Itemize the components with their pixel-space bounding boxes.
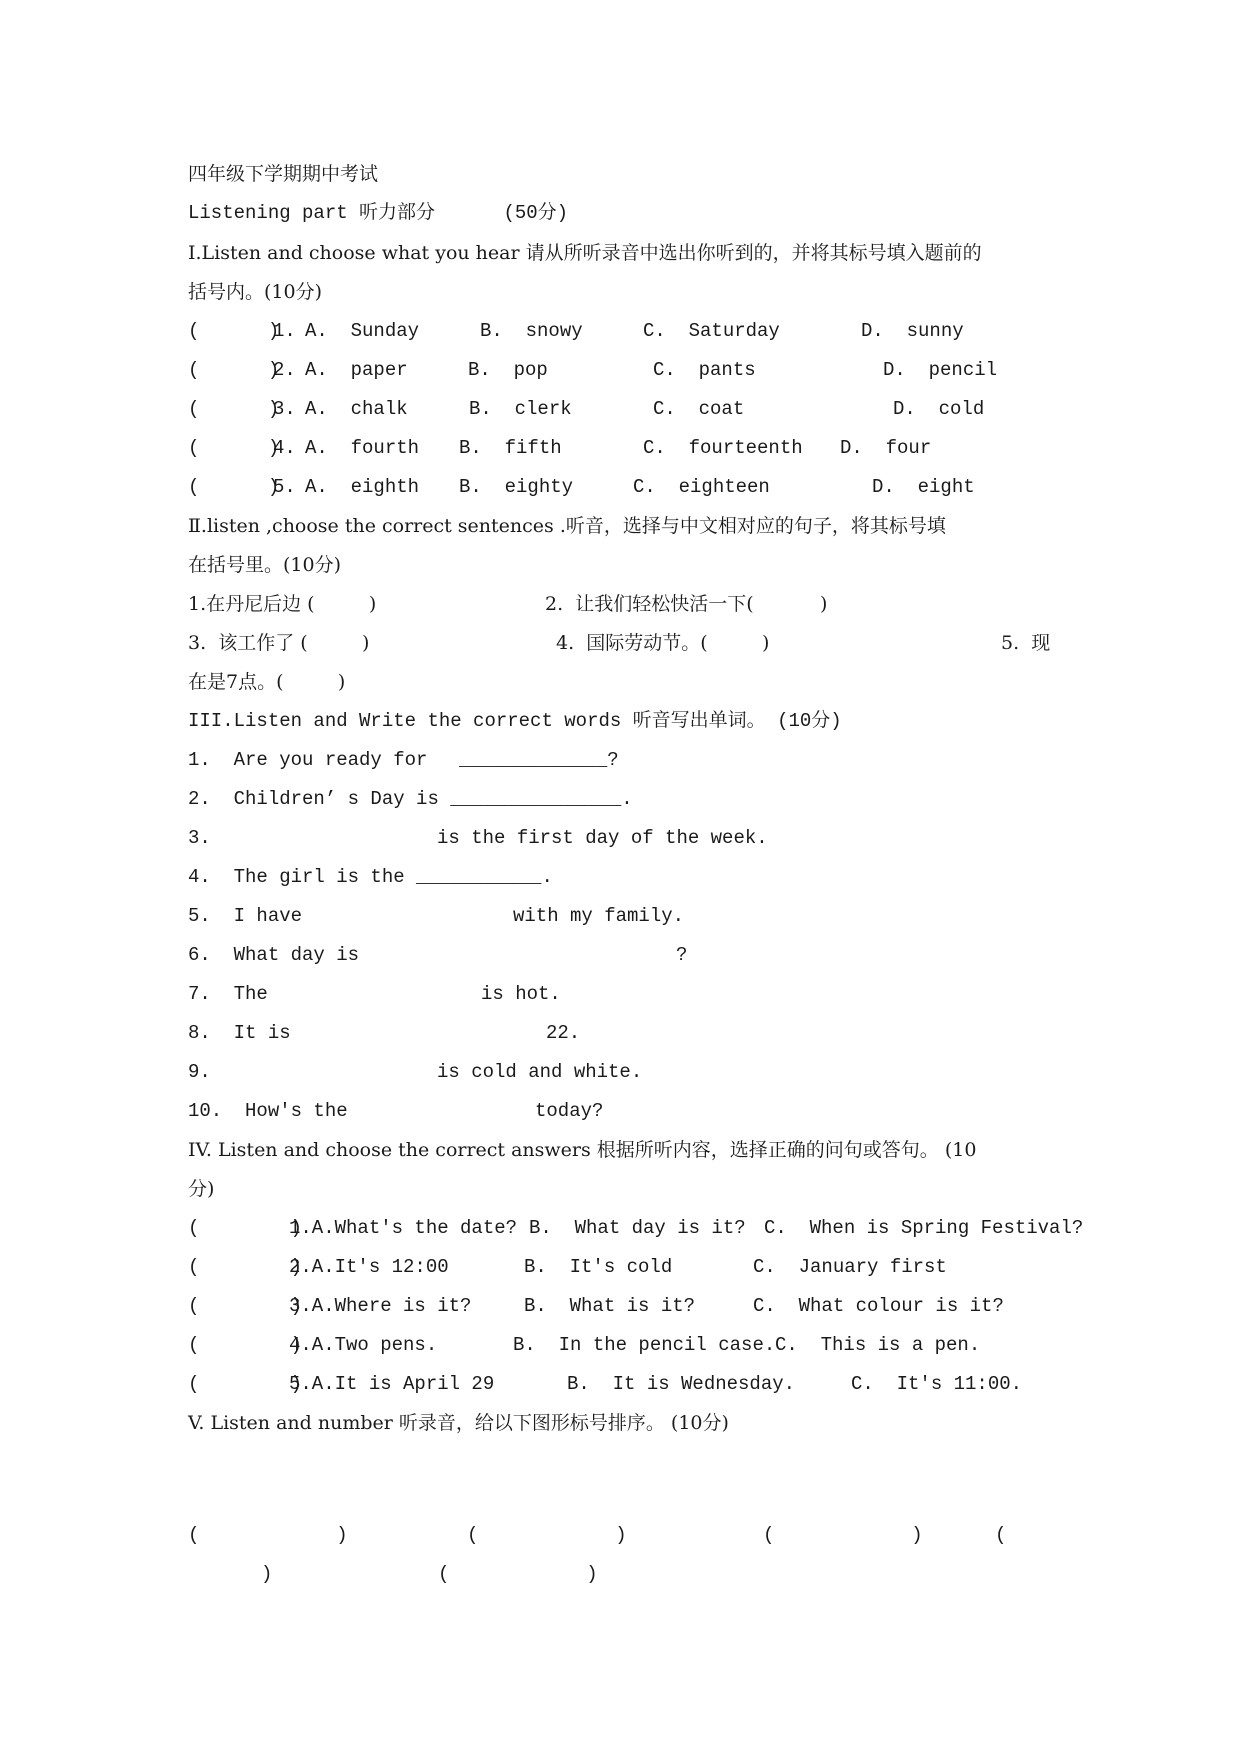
option-a: 4.A.Two pens. — [289, 1334, 438, 1356]
answer-paren[interactable]: ( ) — [188, 1334, 303, 1356]
order-blank-open[interactable]: ( — [995, 1524, 1007, 1546]
option-b: B. In the pencil case. — [513, 1334, 776, 1356]
answer-paren[interactable]: ( ) — [188, 320, 280, 342]
listening-part-heading: Listening part 听力部分 (50分) — [188, 202, 569, 224]
fill-blank-sentence-tail: today? — [535, 1100, 604, 1122]
section-4-heading: IV. Listen and choose the correct answers 根据所听内容，选择正确的问句或答句。 (10 — [188, 1139, 977, 1161]
option-a: 1.A.What's the date? — [289, 1217, 518, 1239]
fill-blank-sentence: 10. How's the — [188, 1100, 348, 1122]
option-c: C. Saturday — [643, 320, 780, 342]
answer-paren[interactable]: ( ) — [188, 437, 280, 459]
option-c: C. eighteen — [633, 476, 770, 498]
option-a: 5.A.It is April 29 — [289, 1373, 495, 1395]
option-c: C. coat — [653, 398, 745, 420]
section-3-heading: III.Listen and Write the correct words 听音写出单词。 (10分) — [188, 710, 842, 732]
option-a: A. Sunday — [305, 320, 420, 342]
fill-blank-sentence[interactable]: 2. Children’ s Day is _______________. — [188, 788, 633, 810]
answer-paren[interactable]: ( ) — [188, 1256, 303, 1278]
s2-question-2[interactable]: 2. 让我们轻松快活一下( ) — [545, 593, 828, 615]
option-a: 3.A.Where is it? — [289, 1295, 472, 1317]
option-b: B. snowy — [480, 320, 583, 342]
fill-blank-sentence: 7. The — [188, 983, 268, 1005]
answer-paren[interactable]: ( ) — [188, 1217, 303, 1239]
fill-blank-sentence[interactable]: 4. The girl is the ___________. — [188, 866, 553, 888]
option-b: B. fifth — [459, 437, 562, 459]
option-d: D. four — [840, 437, 932, 459]
option-b: B. It's cold — [524, 1256, 673, 1278]
question-number: 5. — [273, 476, 296, 498]
s2-question-5-cont[interactable]: 在是7点。( ) — [188, 671, 346, 693]
option-b: B. What is it? — [524, 1295, 696, 1317]
order-blank[interactable]: ( ) — [438, 1563, 598, 1585]
fill-blank-sentence: 9. — [188, 1061, 211, 1083]
answer-paren[interactable]: ( ) — [188, 1295, 303, 1317]
order-blank-close[interactable]: ) — [261, 1563, 273, 1585]
fill-blank-sentence: 8. It is — [188, 1022, 291, 1044]
option-b: B. pop — [468, 359, 548, 381]
option-b: B. eighty — [459, 476, 574, 498]
fill-blank-sentence: 6. What day is — [188, 944, 360, 966]
section-5-heading: V. Listen and number 听录音，给以下图形标号排序。 (10分) — [188, 1412, 729, 1434]
question-number: 1. — [273, 320, 296, 342]
section-2-heading: Ⅱ.listen ,choose the correct sentences .听音，选择与中文相对应的句子，将其标号填 — [188, 515, 946, 537]
option-b: B. clerk — [469, 398, 572, 420]
option-a: A. fourth — [305, 437, 420, 459]
option-c: C. When is Spring Festival? — [764, 1217, 1084, 1239]
fill-blank-sentence-tail: with my family. — [513, 905, 685, 927]
s2-question-3[interactable]: 3. 该工作了 ( ) — [188, 632, 370, 654]
answer-paren[interactable]: ( ) — [188, 1373, 303, 1395]
fill-blank[interactable]: _____________? — [459, 749, 619, 771]
option-c: C. pants — [653, 359, 756, 381]
fill-blank-sentence-tail: is the first day of the week. — [437, 827, 768, 849]
option-c: C. This is a pen. — [775, 1334, 981, 1356]
fill-blank-sentence: 1. Are you ready for — [188, 749, 428, 771]
option-c: C. fourteenth — [643, 437, 803, 459]
option-d: D. cold — [893, 398, 985, 420]
option-d: D. sunny — [861, 320, 964, 342]
option-a: A. paper — [305, 359, 408, 381]
order-blank[interactable]: ( ) — [467, 1524, 627, 1546]
order-blank[interactable]: ( ) — [763, 1524, 923, 1546]
option-c: C. What colour is it? — [753, 1295, 1004, 1317]
section-1-heading: Ⅰ.Listen and choose what you hear 请从所听录音中选出你听到的，并将其标号填入题前的 — [188, 242, 982, 264]
exam-title: 四年级下学期期中考试 — [188, 163, 379, 185]
s2-question-1[interactable]: 1.在丹尼后边 ( ) — [188, 593, 377, 615]
section-4-heading-cont: 分) — [188, 1178, 215, 1200]
option-b: B. It is Wednesday. — [567, 1373, 796, 1395]
answer-paren[interactable]: ( ) — [188, 476, 280, 498]
option-a: 2.A.It's 12:00 — [289, 1256, 449, 1278]
option-a: A. chalk — [305, 398, 408, 420]
question-number: 3. — [273, 398, 296, 420]
fill-blank-sentence: 5. I have — [188, 905, 303, 927]
option-d: D. eight — [872, 476, 975, 498]
section-1-heading-cont: 括号内。(10分) — [188, 281, 323, 303]
option-b: B. What day is it? — [529, 1217, 746, 1239]
option-c: C. January first — [753, 1256, 947, 1278]
fill-blank-sentence-tail: is hot. — [481, 983, 561, 1005]
fill-blank-sentence-tail: 22. — [546, 1022, 581, 1044]
s2-question-4[interactable]: 4. 国际劳动节。( ) — [556, 632, 770, 654]
question-number: 2. — [273, 359, 296, 381]
option-d: D. pencil — [883, 359, 998, 381]
s2-question-5[interactable]: 5. 现 — [1001, 632, 1051, 654]
option-c: C. It's 11:00. — [851, 1373, 1023, 1395]
answer-paren[interactable]: ( ) — [188, 359, 280, 381]
answer-paren[interactable]: ( ) — [188, 398, 280, 420]
section-2-heading-cont: 在括号里。(10分) — [188, 554, 342, 576]
question-number: 4. — [273, 437, 296, 459]
option-a: A. eighth — [305, 476, 420, 498]
fill-blank-sentence: 3. — [188, 827, 211, 849]
fill-blank-sentence-tail: is cold and white. — [437, 1061, 643, 1083]
fill-blank-sentence-tail: ? — [676, 944, 688, 966]
order-blank[interactable]: ( ) — [188, 1524, 348, 1546]
